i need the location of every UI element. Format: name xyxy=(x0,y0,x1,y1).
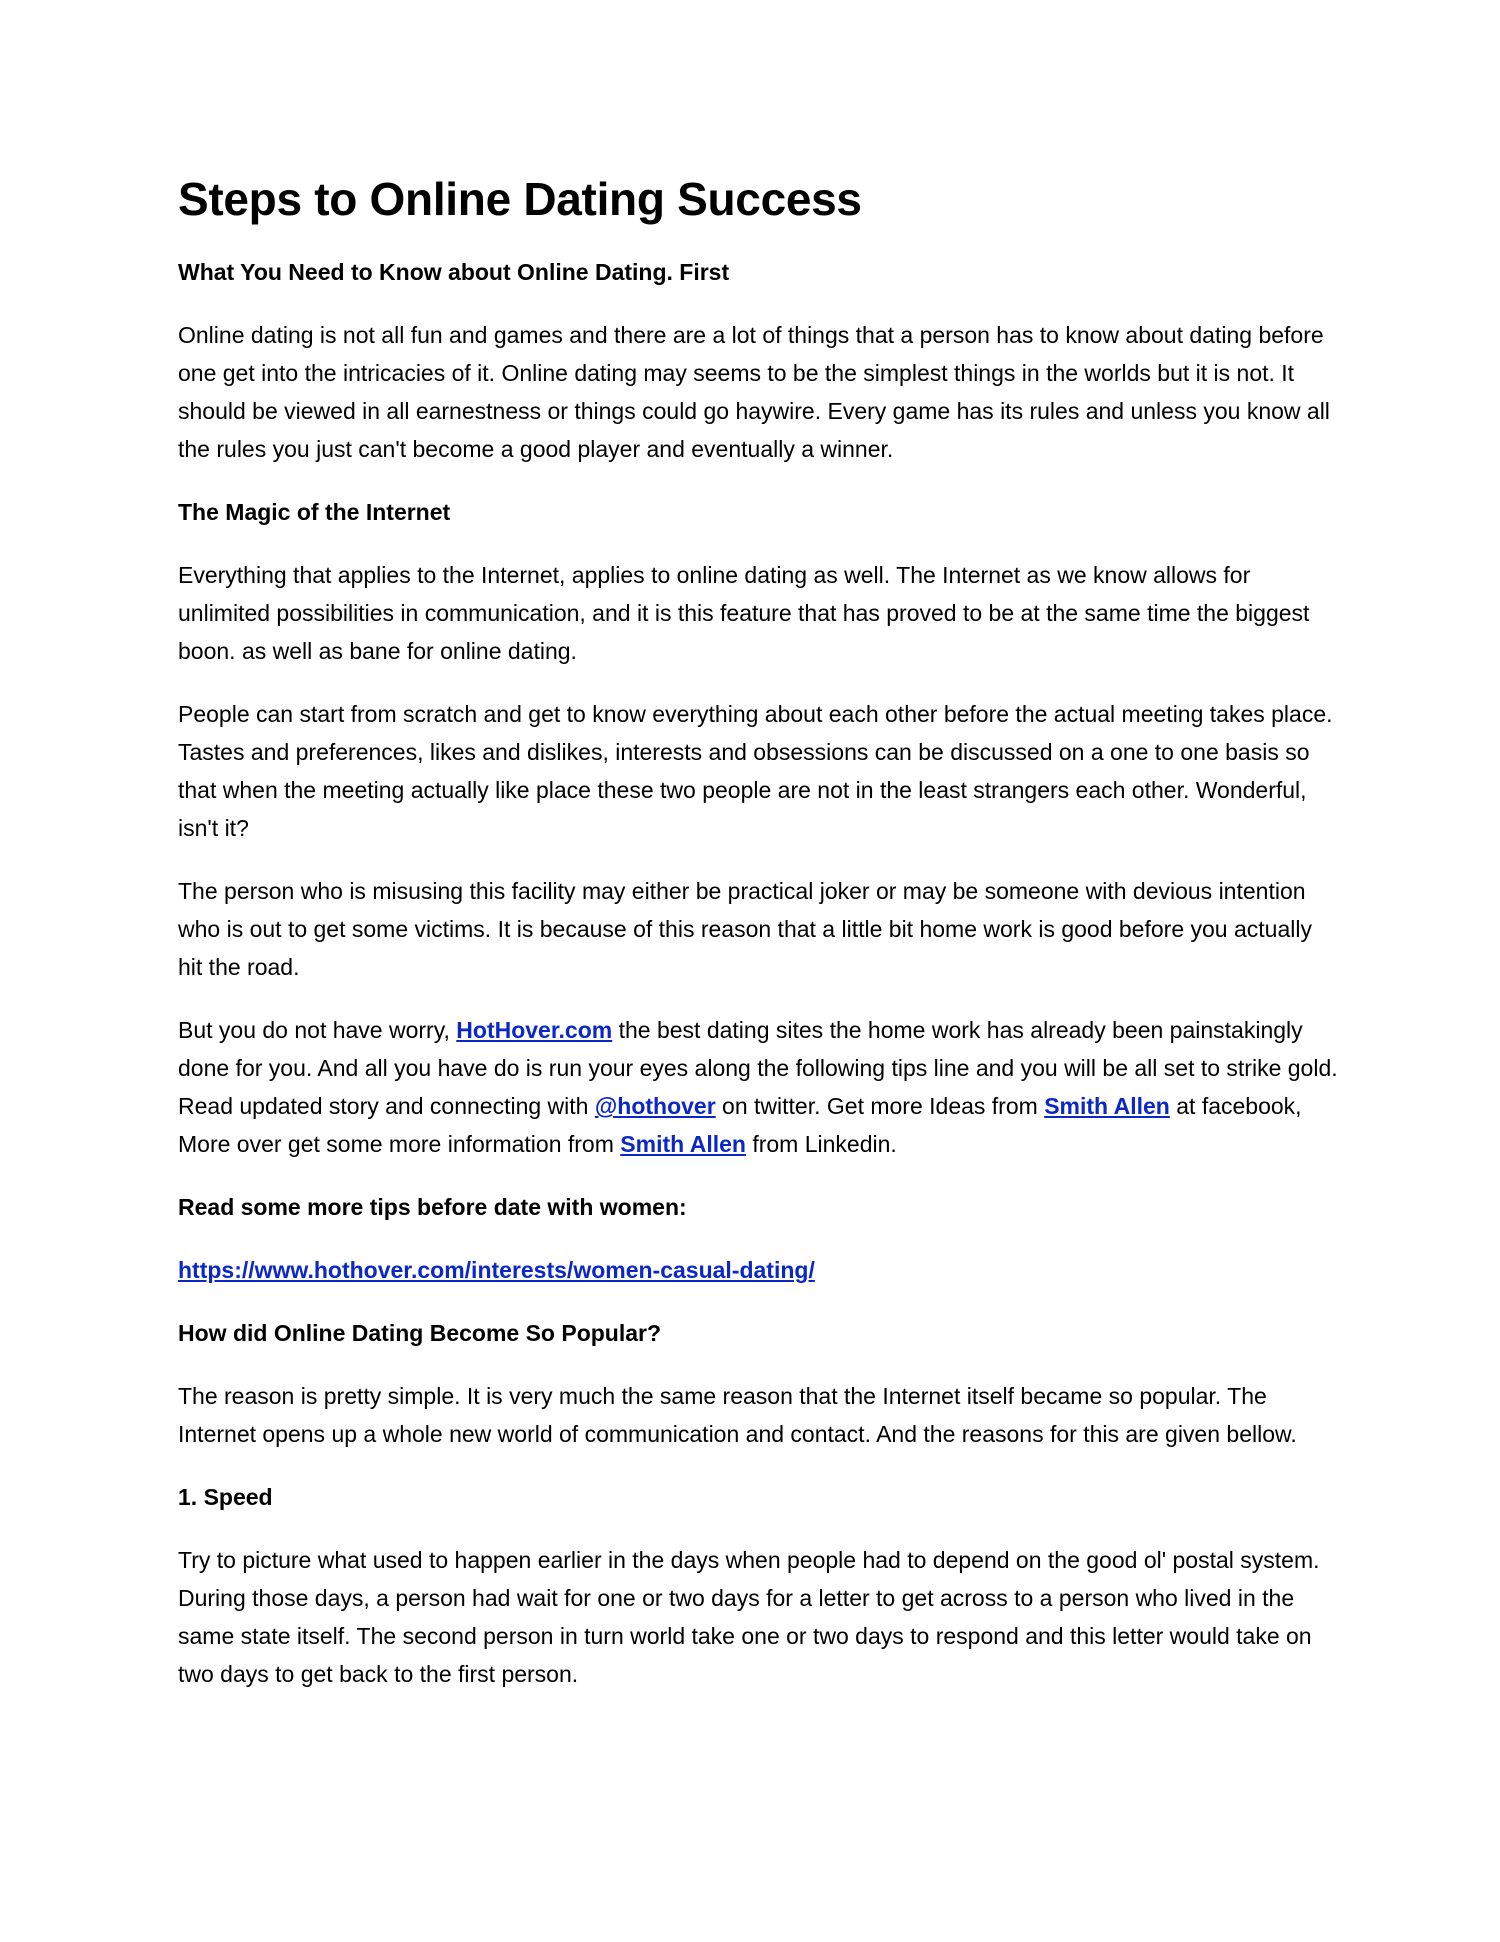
links-text-4: at facebook, More over get some more information from xyxy=(178,1093,1302,1158)
paragraph-magic-3: The person who is misusing this facility may either be practical joker or may be someone with devious intention who is out to get some victims. It is because of this reason that a little bit home work is good before you actually hit the road. xyxy=(178,878,1312,981)
section-heading-intro: What You Need to Know about Online Dating. First xyxy=(178,259,730,286)
paragraph-intro: Online dating is not all fun and games and there are a lot of things that a person has to know about dating before one get into the intricacies of it. Online dating may seems to be the simplest things in the worlds but it is not. It should be viewed in all earnestness or things could go haywire. Every game has its rules and unless you know all the rules you just can't become a good player and eventually a winner. xyxy=(178,322,1330,463)
section-heading-popular: How did Online Dating Become So Popular? xyxy=(178,1320,662,1347)
section-heading-magic: The Magic of the Internet xyxy=(178,499,451,526)
paragraph-magic-2: People can start from scratch and get to know everything about each other before the actual meeting takes place. Tastes and preferences, likes and dislikes, interests and obsessions can be discussed on a one to one basis so that when the meeting actually like place these two people are not in the least strangers each other. Wonderful, isn't it? xyxy=(178,701,1333,842)
paragraph-speed: Try to picture what used to happen earlier in the days when people had to depend on the good ol' postal system. During those days, a person had wait for one or two days for a letter to get across to a person who lived in the same state itself. The second person in turn world take one or two days to respond and this letter would take on two days to get back to the first person. xyxy=(178,1547,1320,1688)
tips-url-paragraph xyxy=(178,1251,1338,1289)
tips-url-link[interactable]: https://www.hothover.com/interests/women-casual-dating/ xyxy=(178,1257,815,1284)
section-heading-speed: 1. Speed xyxy=(178,1484,273,1511)
twitter-hothover-link[interactable]: @hothover xyxy=(594,1093,716,1120)
links-text-5: from Linkedin. xyxy=(745,1131,897,1158)
section-heading-tips: Read some more tips before date with women: xyxy=(178,1194,687,1221)
linkedin-smith-allen-link[interactable]: Smith Allen xyxy=(620,1131,746,1158)
hothover-link[interactable]: HotHover.com xyxy=(456,1017,613,1044)
paragraph-links xyxy=(178,1011,1338,1163)
links-text-2: the best dating sites the home work has already been painstakingly done for you. And all you have do is run your eyes along the following tips line and you will be all set to strike gold. Read updated story and connecting with xyxy=(178,1017,1338,1120)
facebook-smith-allen-link[interactable]: Smith Allen xyxy=(1044,1093,1170,1120)
page-title: Steps to Online Dating Success xyxy=(178,173,862,225)
paragraph-magic-1: Everything that applies to the Internet, applies to online dating as well. The Internet as we know allows for unlimited possibilities in communication, and it is this feature that has proved to be at the same time the biggest boon. as well as bane for online dating. xyxy=(178,562,1310,665)
document-page xyxy=(178,172,1338,1718)
links-text-3: on twitter. Get more Ideas from xyxy=(715,1093,1045,1120)
links-text-1: But you do not have worry, xyxy=(178,1017,457,1044)
paragraph-popular: The reason is pretty simple. It is very much the same reason that the Internet itself became so popular. The Internet opens up a whole new world of communication and contact. And the reasons for this are given bellow. xyxy=(178,1383,1297,1448)
